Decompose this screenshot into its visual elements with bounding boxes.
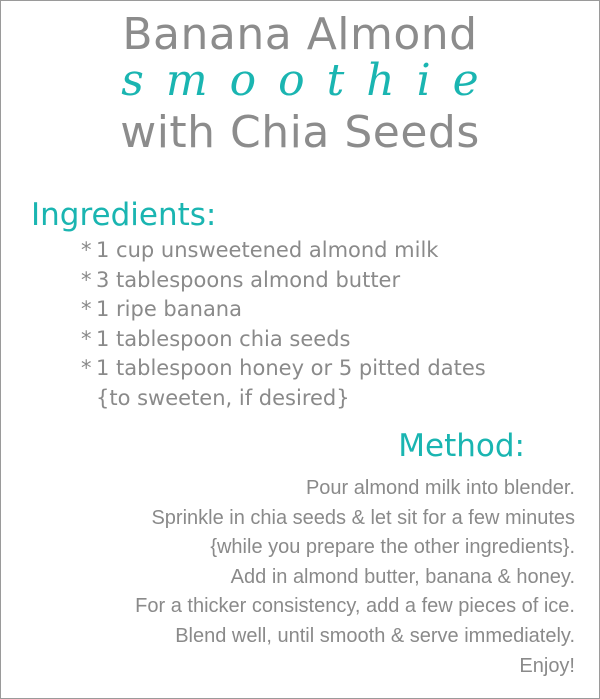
ingredient-text: 3 tablespoons almond butter [96, 267, 401, 292]
bullet: * [81, 297, 92, 321]
ingredient-item [81, 325, 486, 355]
method-line: Blend well, until smooth & serve immediately. [175, 624, 575, 647]
method-line: Sprinkle in chia seeds & let sit for a few minutes [151, 506, 575, 529]
method-line: Enjoy! [519, 654, 575, 677]
method-heading: Method: [398, 428, 525, 464]
ingredient-item [81, 295, 486, 325]
ingredient-text: 1 tablespoon chia seeds [96, 326, 351, 351]
bullet: * [81, 267, 92, 292]
method-text [15, 474, 575, 681]
ingredient-text: 1 tablespoon honey or 5 pitted dates [96, 356, 486, 380]
method-line: {while you prepare the other ingredients}. [210, 536, 575, 559]
ingredients-list [81, 236, 486, 413]
ingredient-item [81, 266, 486, 296]
method-line: For a thicker consistency, add a few pieces of ice. [135, 595, 575, 618]
ingredient-item [81, 354, 486, 384]
title-line-3: with Chia Seeds [120, 107, 480, 158]
ingredient-text: 1 ripe banana [96, 297, 242, 321]
title-line-2: smoothie [121, 55, 501, 106]
ingredients-heading: Ingredients: [31, 197, 217, 233]
bullet: * [81, 326, 92, 351]
bullet: * [81, 356, 92, 380]
bullet: * [81, 238, 92, 262]
title-line-1: Banana Almond [122, 9, 478, 60]
method-line: Add in almond butter, banana & honey. [230, 565, 575, 588]
method-line: Pour almond milk into blender. [305, 477, 575, 499]
ingredient-item [81, 236, 486, 266]
ingredient-continuation: {to sweeten, if desired} [96, 385, 350, 410]
ingredient-text: 1 cup unsweetened almond milk [96, 238, 439, 262]
